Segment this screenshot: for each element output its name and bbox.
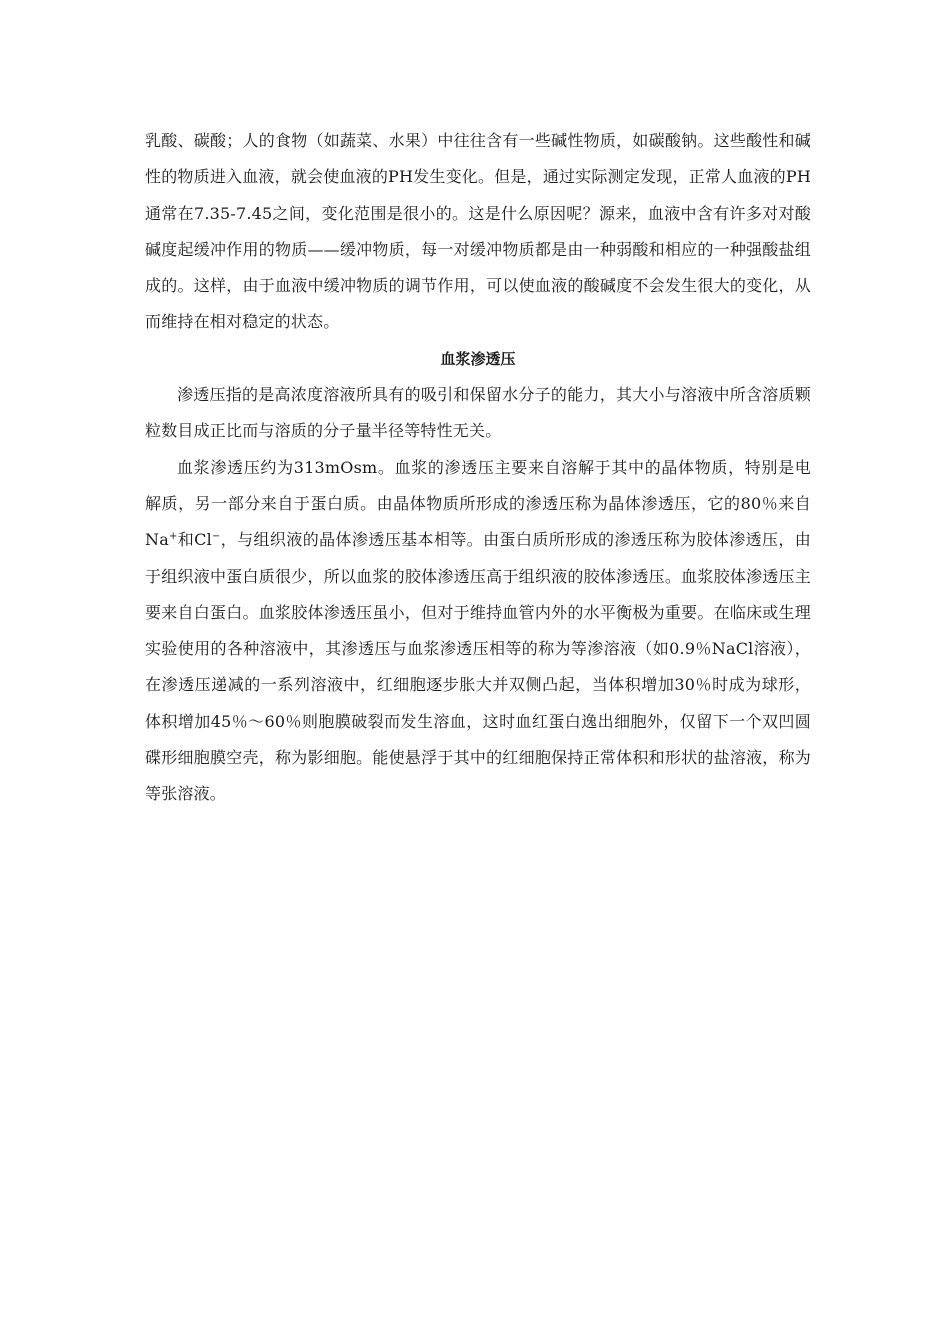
paragraph-plasma-osmotic-pressure: [145, 450, 811, 813]
document-body: [145, 123, 811, 813]
section-heading-plasma-osmotic-pressure: 血浆渗透压: [440, 349, 516, 368]
sodium-ion-charge-superscript: +: [168, 531, 178, 543]
paragraph-text-segment: 血浆渗透压约为313mOsm。血浆的渗透压主要来自溶解于其中的晶体物质，特别是电解质，另一部分来自于蛋白质。由晶体物质所形成的渗透压称为晶体渗透压，它的80％来自Na: [145, 457, 811, 550]
chloride-ion-charge-superscript: −: [211, 531, 221, 543]
paragraph-text-segment: 和Cl: [177, 530, 212, 550]
paragraph-text-segment: ，与组织液的晶体渗透压基本相等。由蛋白质所形成的渗透压称为胶体渗透压，由于组织液中蛋白质很少，所以血浆的胶体渗透压高于组织液的胶体渗透压。血浆胶体渗透压主要来自白蛋白。血浆胶体渗透压虽小，但对于维持血管内外的水平衡极为重要。在临床或生理实验使用的各种溶液中，其渗透压与血浆渗透压相等的称为等渗溶液（如0.9％NaCl溶液），在渗透压递减的一系列溶液中，红细胞逐步胀大并双侧凸起，当体积增加30％时成为球形，体积增加45％～60％则胞膜破裂而发生溶血，这时血红蛋白逸出细胞外，仅留下一个双凹圆碟形细胞膜空壳，称为影细胞。能使悬浮于其中的红细胞保持正常体积和形状的盐溶液，称为等张溶液。: [145, 530, 811, 804]
paragraph-osmotic-pressure-definition: 渗透压指的是高浓度溶液所具有的吸引和保留水分子的能力，其大小与溶液中所含溶质颗粒数目成正比而与溶质的分子量半径等特性无关。: [145, 385, 811, 441]
paragraph-acid-base-buffer: 乳酸、碳酸；人的食物（如蔬菜、水果）中往往含有一些碱性物质，如碳酸钠。这些酸性和碱性的物质进入血液，就会使血液的PH发生变化。但是，通过实际测定发现，正常人血液的PH通常在7.35-7.45之间，变化范围是很小的。这是什么原因呢？源来，血液中含有许多对对酸碱度起缓冲作用的物质——缓冲物质，每一对缓冲物质都是由一种弱酸和相应的一种强酸盐组成的。这样，由于血液中缓冲物质的调节作用，可以使血液的酸碱度不会发生很大的变化，从而维持在相对稳定的状态。: [145, 131, 811, 332]
